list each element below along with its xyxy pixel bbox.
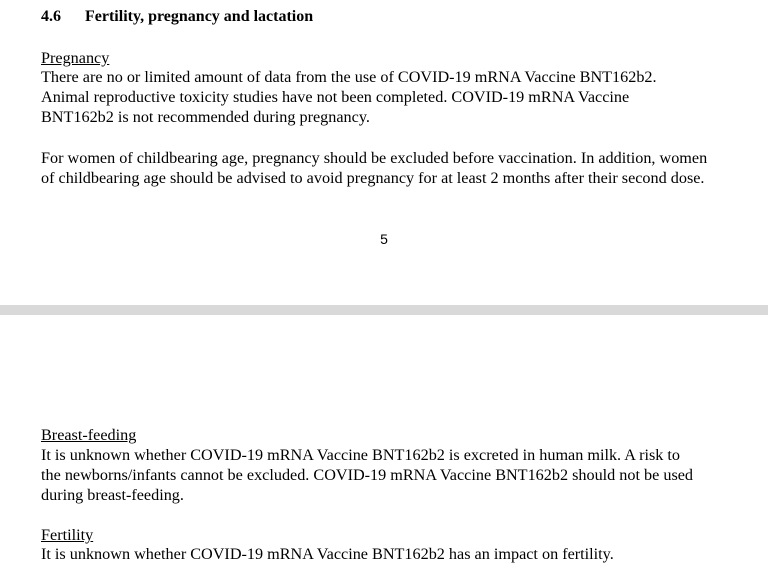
section-number: 4.6 (41, 8, 61, 25)
section-title: Fertility, pregnancy and lactation (85, 8, 314, 25)
text-line: Animal reproductive toxicity studies have not been completed. COVID-19 mRNA Vaccine (41, 88, 630, 106)
page-number: 5 (380, 231, 388, 247)
text-line: during breast-feeding. (41, 486, 184, 504)
breastfeeding-paragraph (41, 445, 693, 505)
document-page-bottom (0, 315, 768, 567)
pregnancy-paragraph-1 (41, 67, 657, 127)
section-heading (41, 7, 313, 27)
text-line: It is unknown whether COVID-19 mRNA Vaccine BNT162b2 is excreted in human milk. A risk to (41, 446, 681, 464)
fertility-heading: Fertility (41, 526, 94, 544)
text-line: of childbearing age should be advised to avoid pregnancy for at least 2 months after their second dose. (41, 169, 705, 187)
text-line: It is unknown whether COVID-19 mRNA Vaccine BNT162b2 has an impact on fertility. (41, 545, 614, 563)
text-line: There are no or limited amount of data from the use of COVID-19 mRNA Vaccine BNT162b2. (41, 68, 657, 86)
text-line: BNT162b2 is not recommended during pregnancy. (41, 108, 370, 126)
fertility-paragraph (41, 544, 614, 564)
pregnancy-heading: Pregnancy (41, 49, 110, 67)
text-line: the newborns/infants cannot be excluded. COVID-19 mRNA Vaccine BNT162b2 should not be used (41, 466, 694, 484)
page-separator (0, 305, 768, 315)
text-line: For women of childbearing age, pregnancy should be excluded before vaccination. In addition, women (41, 149, 708, 167)
breastfeeding-heading: Breast-feeding (41, 426, 137, 444)
pregnancy-paragraph-2 (41, 148, 707, 188)
